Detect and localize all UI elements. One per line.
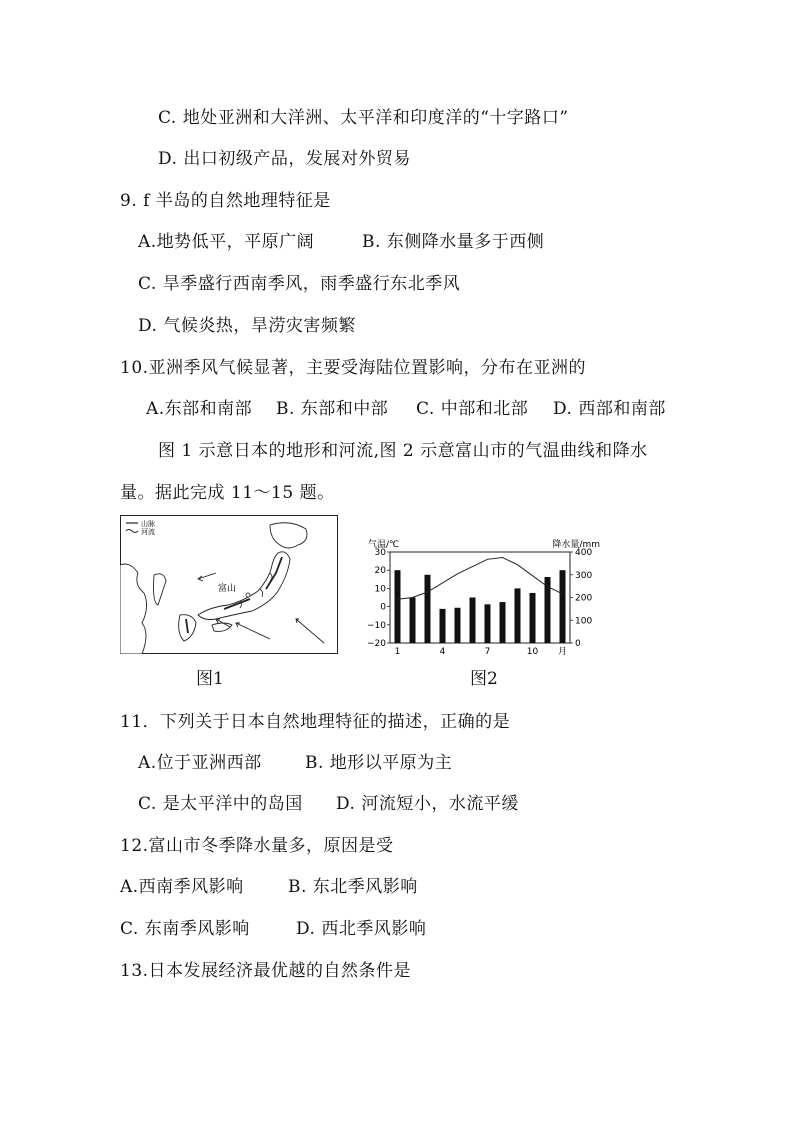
right-tick-label: 0 bbox=[575, 639, 581, 649]
left-tick-label: 20 bbox=[374, 566, 386, 577]
left-tick-label: 0 bbox=[380, 602, 386, 613]
intro-line-1: 图 1 示意日本的地形和河流,图 2 示意富山市的气温曲线和降水 bbox=[158, 441, 648, 461]
q10-option-a: A.东部和南部 bbox=[146, 399, 253, 419]
precipitation-bar bbox=[515, 588, 521, 643]
figure-2-caption: 图2 bbox=[470, 669, 498, 689]
right-axis-ticks bbox=[570, 548, 592, 649]
q13-stem: 13.日本发展经济最优越的自然条件是 bbox=[120, 961, 412, 981]
precipitation-bar bbox=[395, 570, 401, 643]
q9-option-a: A.地势低平，平原广阔 bbox=[138, 232, 315, 252]
toyama-city-marker bbox=[246, 593, 250, 597]
right-axis-label: 降水量/mm bbox=[552, 540, 600, 550]
right-tick-label: 400 bbox=[575, 548, 593, 558]
q11-option-b: B. 地形以平原为主 bbox=[305, 753, 453, 773]
q10-option-d: D. 西部和南部 bbox=[553, 399, 666, 419]
left-tick-label: 30 bbox=[374, 548, 386, 558]
toyama-climate-chart bbox=[360, 530, 605, 658]
q12-option-b: B. 东北季风影响 bbox=[288, 877, 418, 897]
q11-option-a: A.位于亚洲西部 bbox=[138, 753, 262, 773]
q11-option-d: D. 河流短小，水流平缓 bbox=[336, 794, 519, 814]
q11-option-c: C. 是太平洋中的岛国 bbox=[138, 794, 303, 814]
q10-option-c: C. 中部和北部 bbox=[416, 399, 529, 419]
x-tick-label: 7 bbox=[484, 647, 491, 657]
precipitation-bar bbox=[500, 602, 506, 643]
precipitation-bar bbox=[425, 575, 431, 643]
precipitation-bar bbox=[440, 609, 446, 643]
x-tick-label: 10 bbox=[526, 647, 539, 657]
q8-option-c: C. 地处亚洲和大洋洲、太平洋和印度洋的“十字路口” bbox=[158, 108, 569, 128]
left-axis-ticks bbox=[367, 548, 390, 649]
legend-river-label: 河流 bbox=[141, 528, 155, 536]
precipitation-bar bbox=[470, 598, 476, 644]
toyama-city-label: 富山 bbox=[218, 584, 237, 594]
plot-frame bbox=[390, 552, 570, 643]
precipitation-bar bbox=[410, 598, 416, 644]
figure-1-caption: 图1 bbox=[196, 669, 224, 689]
right-tick-label: 100 bbox=[575, 616, 593, 627]
left-tick-label: 10 bbox=[374, 584, 386, 595]
q10-option-b: B. 东部和中部 bbox=[276, 399, 389, 419]
q9-stem: 9. f 半岛的自然地理特征是 bbox=[120, 191, 331, 211]
q9-option-b: B. 东侧降水量多于西侧 bbox=[362, 232, 545, 252]
precipitation-bar bbox=[485, 604, 491, 643]
left-axis-label: 气温/℃ bbox=[368, 540, 400, 550]
left-tick-label: −10 bbox=[367, 620, 386, 631]
q12-option-c: C. 东南季风影响 bbox=[120, 919, 250, 939]
q11-stem: 11．下列关于日本自然地理特征的描述，正确的是 bbox=[120, 712, 511, 732]
q9-option-c: C. 旱季盛行西南季风，雨季盛行东北季风 bbox=[138, 274, 461, 294]
q8-option-d: D. 出口初级产品，发展对外贸易 bbox=[158, 149, 411, 169]
right-tick-label: 300 bbox=[575, 570, 593, 581]
q9-option-d: D. 气候炎热，旱涝灾害频繁 bbox=[138, 316, 356, 336]
q12-option-a: A.西南季风影响 bbox=[120, 877, 244, 897]
right-tick-label: 200 bbox=[575, 593, 593, 604]
q12-option-d: D. 西北季风影响 bbox=[296, 919, 427, 939]
japan-map-figure bbox=[120, 515, 338, 654]
precipitation-bar bbox=[560, 570, 566, 643]
intro-line-2: 量。据此完成 11～15 题。 bbox=[120, 483, 335, 503]
x-tick-label: 4 bbox=[439, 647, 446, 657]
legend-mountain-label: 山脉 bbox=[141, 520, 155, 528]
precipitation-bar bbox=[530, 593, 536, 643]
precipitation-bar bbox=[455, 608, 461, 643]
q12-stem: 12.富山市冬季降水量多，原因是受 bbox=[120, 836, 394, 856]
x-tick-label: 1 bbox=[394, 647, 401, 657]
x-tick-label: 月 bbox=[557, 647, 568, 657]
left-tick-label: −20 bbox=[367, 639, 386, 649]
q10-stem: 10.亚洲季风气候显著，主要受海陆位置影响，分布在亚洲的 bbox=[120, 358, 587, 378]
x-axis-ticks bbox=[395, 646, 567, 657]
